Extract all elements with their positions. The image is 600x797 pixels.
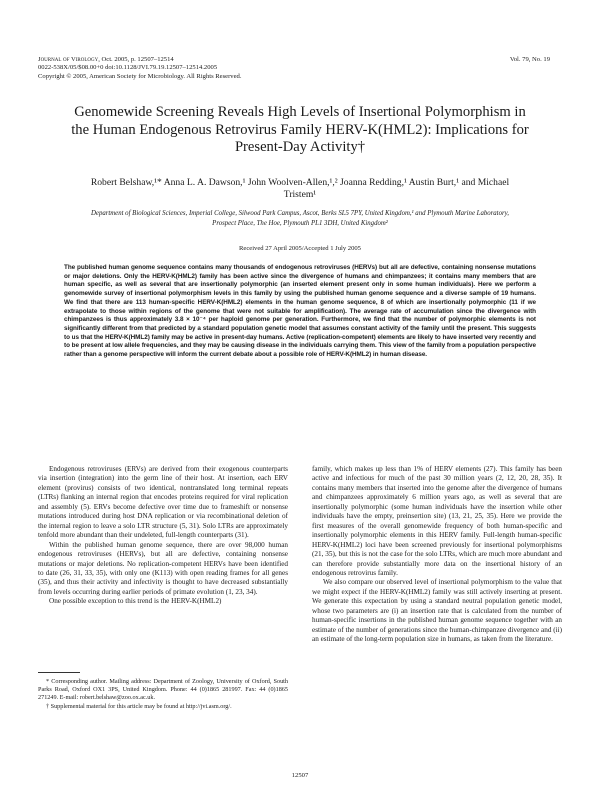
citation-line (38, 56, 418, 64)
running-header (38, 56, 418, 81)
footnote-supplemental: † Supplemental material for this article may be found at http://jvi.asm.org/. (46, 702, 232, 710)
author-list: Robert Belshaw,¹* Anna L. A. Dawson,¹ John Woolven-Allen,¹,² Joanna Redding,¹ Austin Burt,¹ and Michael Tristem¹ (90, 177, 510, 201)
body-paragraph: We also compare our observed level of insertional polymorphism to the value that we might expect if the HERV-K(HML2) family was still actively inserting at present. We generate this expectation by using a standard neutral population genetic model, whose two parameters are (i) an insertion rate that is calculated from the number of human-specific insertions in the published human genome sequence together with an estimate of the number of generations since the human-chimpanzee divergence and (ii) an estimate of the long-term population size in humans, as taken from the literature. (312, 578, 562, 644)
body-paragraph: Endogenous retroviruses (ERVs) are derived from their exogenous counterparts via insertion (integration) into the germ line of their host. At insertion, each ERV element (provirus) consists of two identical, nontranslated long terminal repeats (LTRs) flanking an internal region that encodes proteins required for viral replication and assembly (5). ERVs become defective over time due to frameshift or nonsense mutations introduced during host DNA replication or via recombinational deletion of the internal region to leave a solo LTR structure (5, 31). Solo LTRs are approximately tenfold more abundant than their undeleted, full-length counterparts (31). (38, 465, 288, 540)
affiliations: Department of Biological Sciences, Imperial College, Silwood Park Campus, Ascot, Berks SL5 7PY, United Kingdom,¹ and Plymouth Marine Laboratory, Prospect Place, The Hoe, Plymouth PL1 3DH, United Kingdom² (91, 210, 509, 227)
volume-issue: Vol. 79, No. 19 (509, 56, 550, 63)
abstract: The published human genome sequence contains many thousands of endogenous retroviruses (HERVs) but all are defective, containing nonsense mutations or major deletions. Only the HERV-K(HML2) family has been active since the divergence of humans and chimpanzees; it contains many members that are human specific, as well as several that are insertionally polymorphic (an inserted element present only in some human individuals). Here we perform a genomewide survey of insertional polymorphism levels in this family by using the published human genome sequence and a diverse sample of 19 humans. We find that there are 113 human-specific HERV-K(HML2) elements in the human genome sequence, 8 of which are insertionally polymorphic (11 if we extrapolate to those within regions of the genome that were not suitable for amplification). The average rate of accumulation since the divergence with chimpanzees is thus approximately 3.8 × 10⁻⁴ per haploid genome per generation. Furthermore, we find that the number of polymorphic elements is not significantly different from that predicted by a standard population genetic model that assumes constant activity of the family until the present. This suggests to us that the HERV-K(HML2) family may be active in present-day humans. Active (replication-competent) elements are likely to have inserted very recently and to be present at low allele frequencies, and they may be causing disease in the individuals carrying them. This view of the family from a population perspective rather than a genome perspective will inform the current debate about a possible role of HERV-K(HML2) in human disease. (64, 264, 536, 359)
footnotes (38, 678, 288, 711)
body-column-left (38, 465, 288, 607)
doi-line: 0022-538X/05/$08.00+0 doi:10.1128/JVI.79.19.12507–12514.2005 (38, 64, 218, 72)
article-title: Genomewide Screening Reveals High Levels of Insertional Polymorphism in the Human Endogenous Retrovirus Family HERV-K(HML2): Implications for Present-Day Activity† (71, 104, 529, 156)
received-dates: Received 27 April 2005/Accepted 1 July 2005 (239, 245, 361, 252)
body-paragraph: One possible exception to this trend is the HERV-K(HML2) (49, 597, 222, 606)
page-number: 12507 (291, 772, 309, 779)
journal-name: Journal of Virology (38, 56, 99, 63)
footnote-corresponding-author: * Corresponding author. Mailing address: Department of Zoology, University of Oxford, South Parks Road, Oxford OX1 3PS, United Kingdom. Phone: 44 (0)1865 281997. Fax: 44 (0)1865 271249. E-mail: robert.belshaw@zoo.ox.ac.uk. (38, 678, 288, 702)
body-column-right (312, 465, 562, 645)
body-paragraph: Within the published human genome sequence, there are over 98,000 human endogenous retroviruses (HERVs), but all are defective, containing nonsense mutations or major deletions. No replication-competent HERVs have been identified to date (26, 31, 33, 35), with only one (K113) with open reading frames for all genes (35), and thus their activity and infectivity is thought to have decreased substantially from levels occurring during earlier periods of primate evolution (1, 23, 34). (38, 540, 288, 596)
body-paragraph: family, which makes up less than 1% of HERV elements (27). This family has been active and infectious for much of the past 30 million years (2, 12, 20, 28, 35). It contains many members that inserted into the genome after the divergence of humans and chimpanzees approximately 6 million years ago, as well as several that are insertionally polymorphic (some human individuals have the insertion while other individuals have the empty, preinsertion site) (13, 21, 25, 35). Here we provide the first measures of the overall genomewide frequency of both human-specific and insertionally polymorphic elements in this HERV family. Full-length human-specific HERV-K(HML2) loci have been screened previously for insertional polymorphisms (21, 35), but this is not the case for the solo LTRs, which are much more abundant and can therefore provide substantially more data on the insertional history of an endogenous retrovirus family. (312, 465, 562, 577)
citation: , Oct. 2005, p. 12507–12514 (98, 56, 174, 63)
footnote-divider (38, 672, 80, 673)
copyright-line: Copyright © 2005, American Society for Microbiology. All Rights Reserved. (38, 72, 242, 80)
